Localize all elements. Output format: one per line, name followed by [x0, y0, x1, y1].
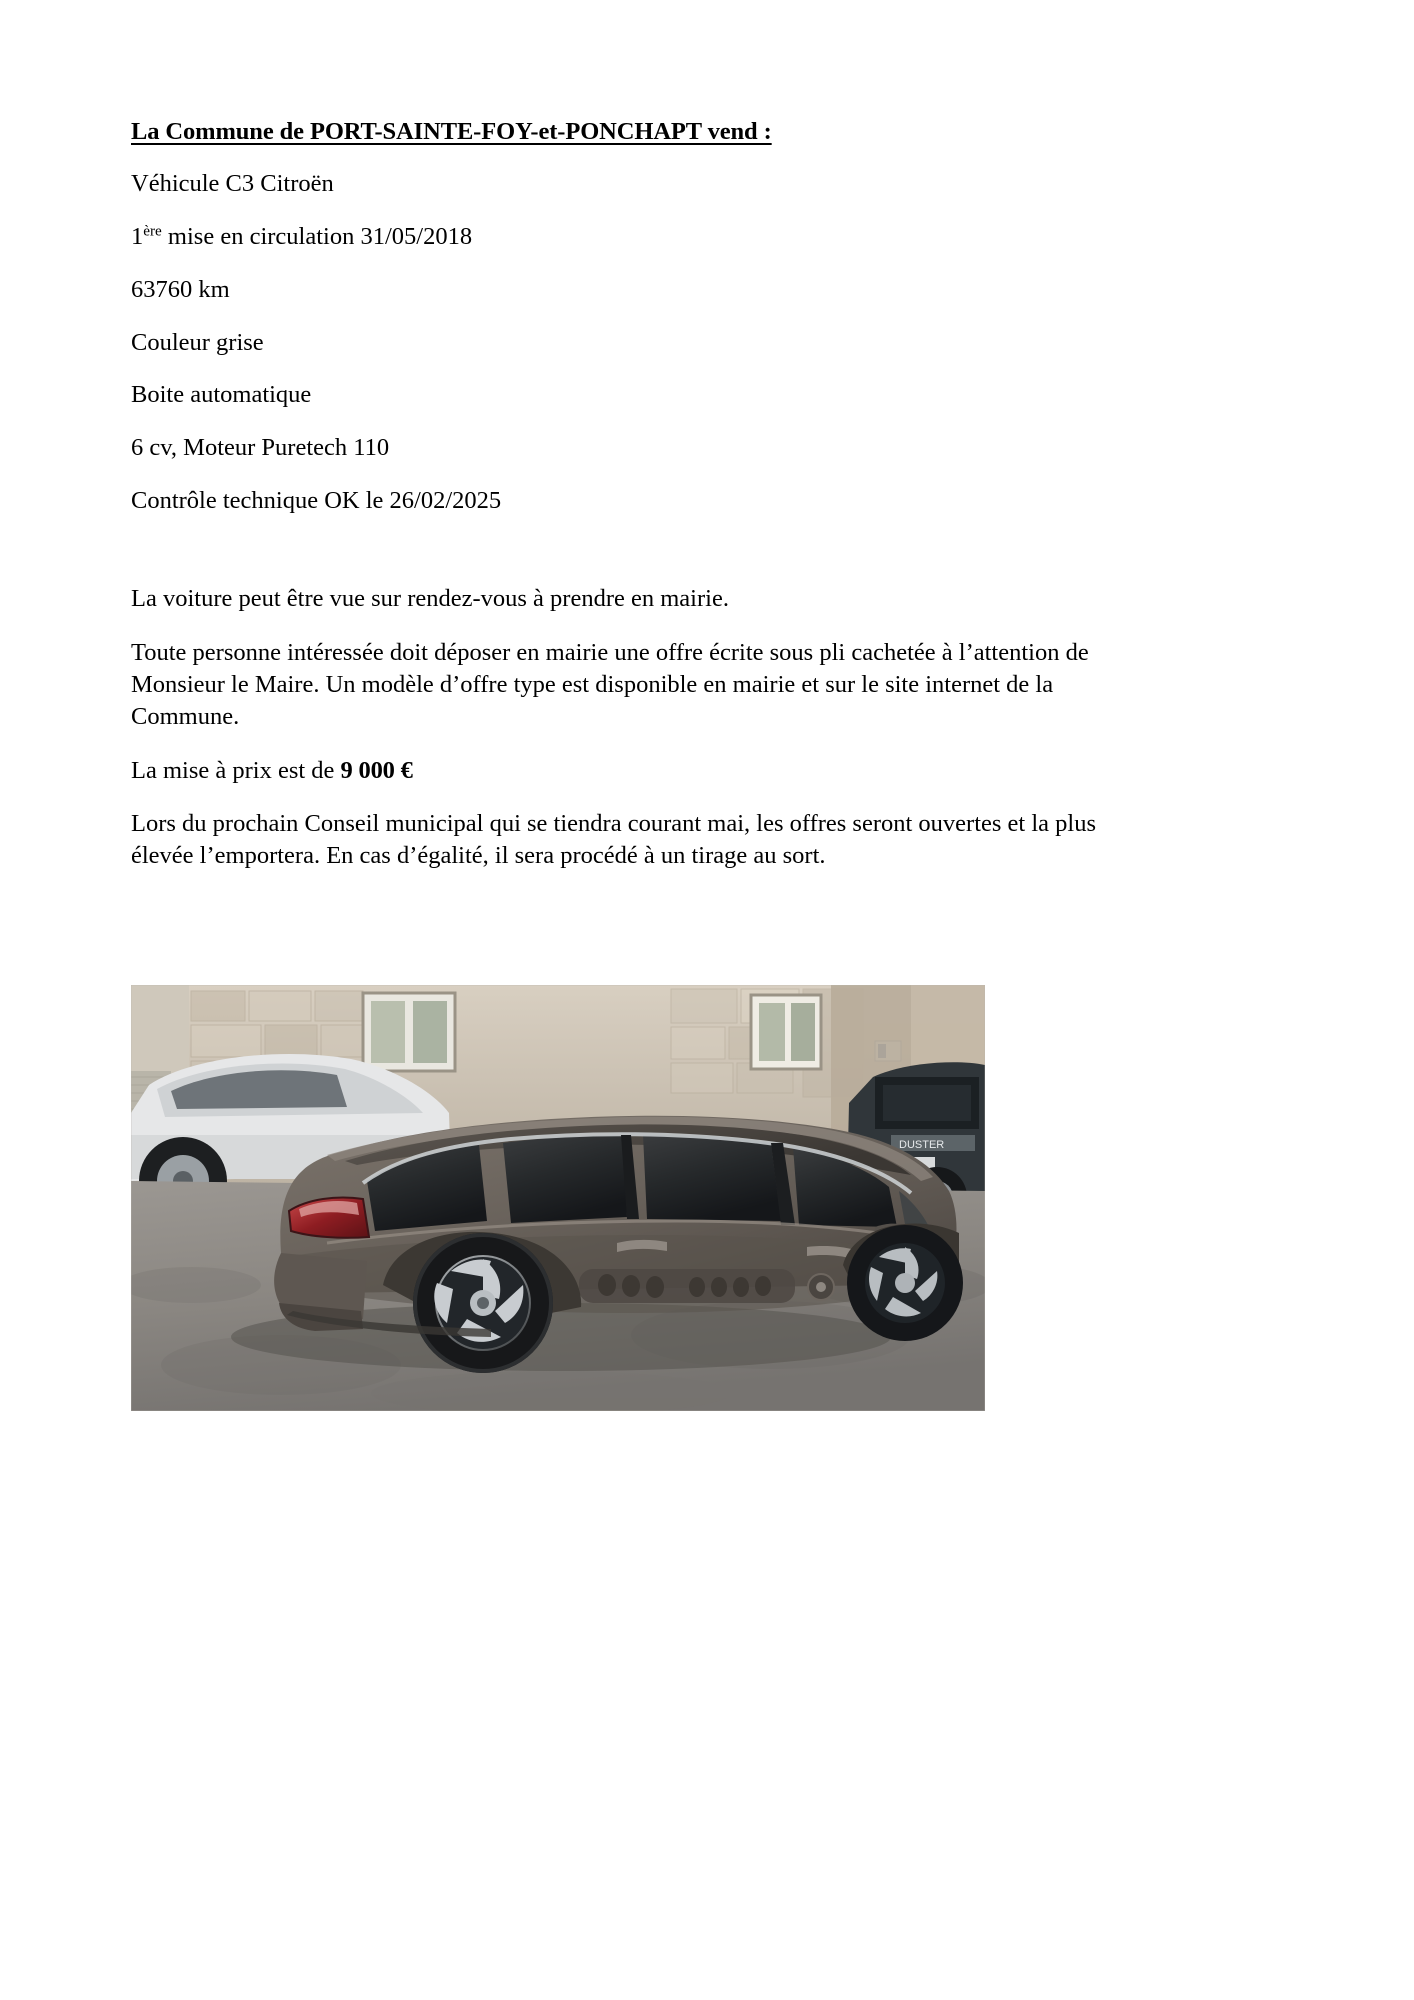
paragraph-price	[131, 755, 1151, 787]
vehicle-photo	[131, 985, 985, 1411]
spec-technical-inspection: Contrôle technique OK le 26/02/2025	[131, 487, 502, 515]
rear-quarter-glass	[503, 1135, 627, 1223]
spec-vehicle-model: Véhicule C3 Citroën	[131, 169, 334, 197]
paragraph-offer-procedure: Toute personne intéressée doit déposer en mairie une offre écrite sous pli cachetée à l’attention de Monsieur le Maire. Un modèle d’offre type est disponible en mairie et sur le site internet de la Commune.	[131, 638, 1089, 730]
front-wheel	[847, 1225, 963, 1341]
document-body	[131, 118, 1151, 894]
svg-text:DUSTER: DUSTER	[899, 1139, 945, 1151]
spec-first-registration	[131, 222, 1151, 251]
rear-door-glass	[643, 1135, 781, 1221]
price-label: La mise à prix est de	[131, 756, 341, 784]
price-value: 9 000 €	[340, 756, 413, 784]
section-spacer	[131, 539, 1151, 583]
spec-first-registration-rest: mise en circulation 31/05/2018	[161, 222, 473, 250]
vehicle-photo-graphic	[131, 985, 985, 1411]
spec-color: Couleur grise	[131, 328, 264, 356]
spec-first-registration-prefix: 1	[131, 222, 144, 250]
spec-engine: 6 cv, Moteur Puretech 110	[131, 434, 390, 462]
page-title: La Commune de PORT-SAINTE-FOY-et-PONCHAPT vend :	[131, 118, 772, 145]
rear-wheel	[413, 1233, 553, 1373]
spec-mileage: 63760 km	[131, 275, 230, 303]
paragraph-council-session: Lors du prochain Conseil municipal qui se tiendra courant mai, les offres seront ouvertes et la plus élevée l’emportera. En cas d’égalité, il sera procédé à un tirage au sort.	[131, 810, 1097, 870]
airbump-panels	[579, 1269, 795, 1303]
spec-gearbox: Boite automatique	[131, 381, 312, 409]
spec-first-registration-superscript: ère	[143, 222, 162, 240]
paragraph-viewing: La voiture peut être vue sur rendez-vous à prendre en mairie.	[131, 585, 729, 613]
citroen-c3	[231, 1116, 963, 1373]
